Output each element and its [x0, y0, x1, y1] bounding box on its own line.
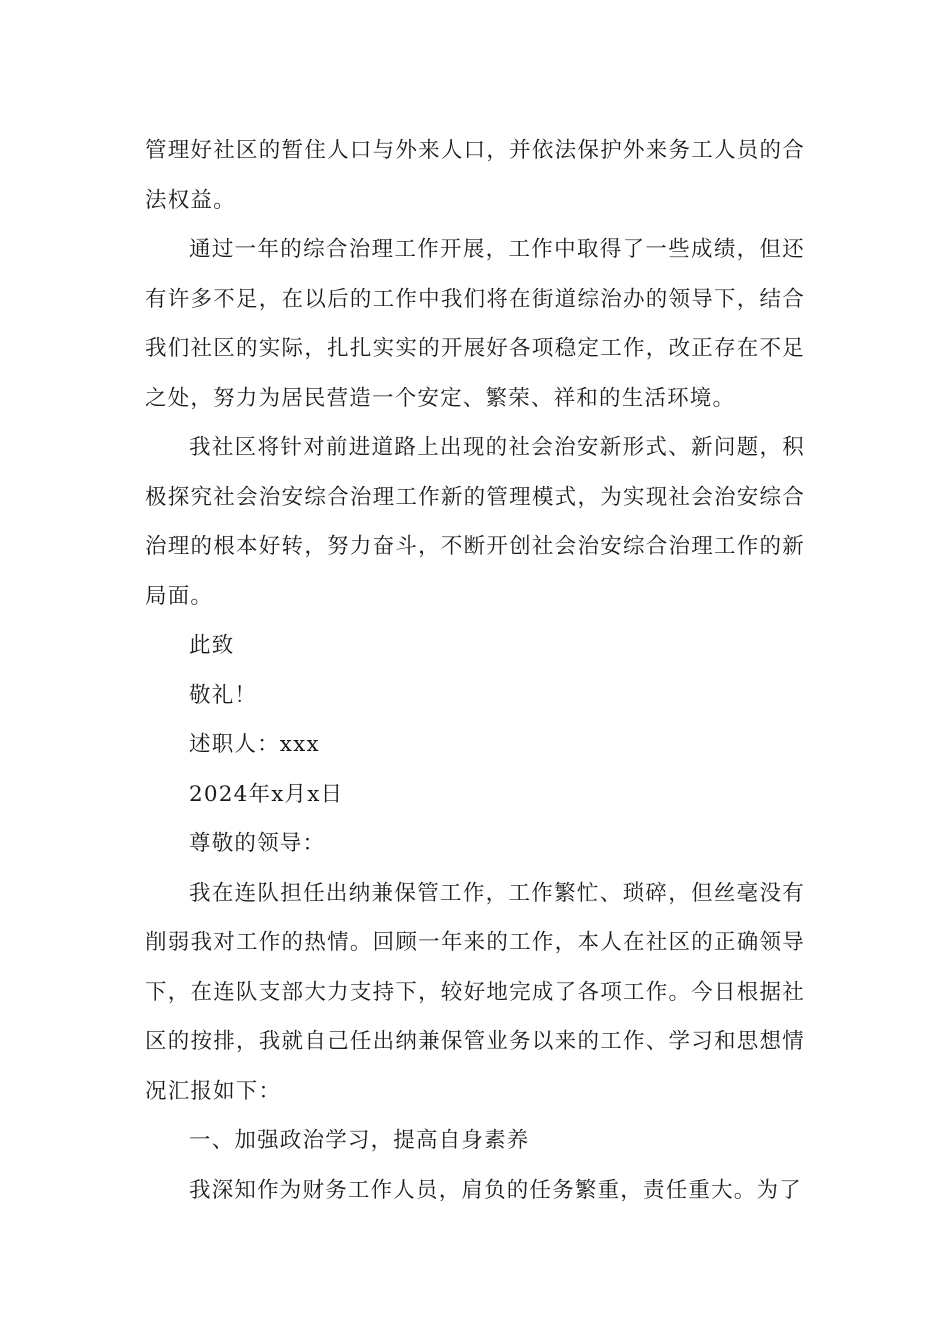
- paragraph-section-body: 我深知作为财务工作人员，肩负的任务繁重，责任重大。为了: [189, 1177, 802, 1203]
- closing-line-1: 此致: [189, 633, 235, 658]
- section-heading: 一、加强政治学习，提高自身素养: [189, 1128, 530, 1153]
- signer-line: 述职人：xxx: [189, 732, 320, 757]
- paragraph-summary: 通过一年的综合治理工作开展，工作中取得了一些成绩，但还有许多不足，在以后的工作中我们将在街道综治办的领导下，结合我们社区的实际，扎扎实实的开展好各项稳定工作，改正存在不足之处，努力为居民营造一个安定、繁荣、祥和的生活环境。: [145, 237, 805, 411]
- paragraph-continued: 管理好社区的暂住人口与外来人口，并依法保护外来务工人员的合法权益。: [145, 138, 805, 213]
- document-body: [145, 126, 805, 1215]
- date-line: 2024年x月x日: [189, 781, 344, 807]
- closing-line-2: 敬礼！: [189, 682, 258, 708]
- salutation-line: 尊敬的领导：: [189, 831, 326, 856]
- paragraph-intro: 我在连队担任出纳兼保管工作，工作繁忙、琐碎，但丝毫没有削弱我对工作的热情。回顾一年来的工作，本人在社区的正确领导下，在连队支部大力支持下，较好地完成了各项工作。今日根据社区的按排，我就自己任出纳兼保管业务以来的工作、学习和思想情况汇报如下：: [145, 880, 805, 1104]
- paragraph-outlook: 我社区将针对前进道路上出现的社会治安新形式、新问题，积极探究社会治安综合治理工作新的管理模式，为实现社会治安综合治理的根本好转，努力奋斗，不断开创社会治安综合治理工作的新局面。: [145, 435, 805, 609]
